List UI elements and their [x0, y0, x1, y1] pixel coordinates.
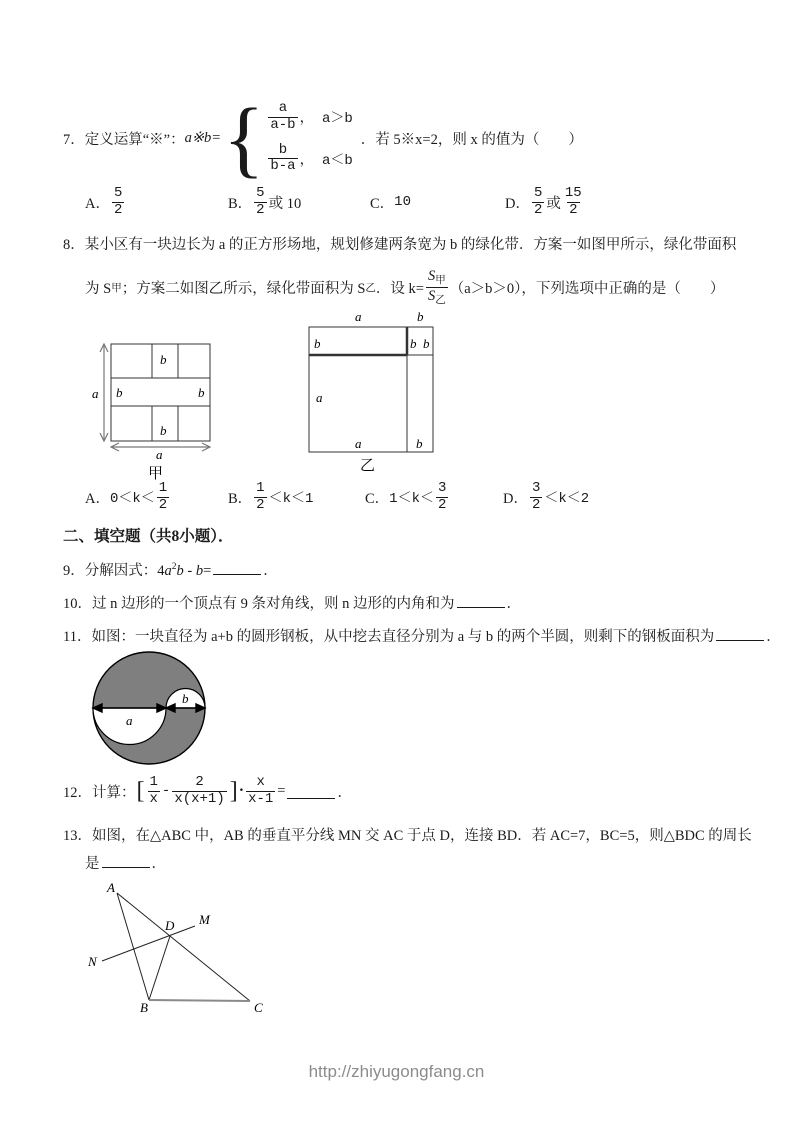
q8-line2-p3: ．设 k=: [375, 280, 424, 297]
q7-option-d-mid: 或: [546, 195, 561, 212]
triangle-label-n: N: [88, 954, 97, 969]
q8-line2-p1: 为 S: [85, 280, 112, 297]
q7-case-1-num: a: [278, 100, 288, 117]
q11-number: 11．: [63, 629, 92, 645]
figure-jia: [90, 334, 240, 482]
q7-case-2-fraction: [268, 143, 297, 175]
q9-exponent: 2: [171, 562, 177, 573]
q12-fraction-3: $\frac{x}{x-1}$: [248, 773, 274, 807]
q12-equals: =: [277, 782, 286, 799]
q7-option-b-tail: 或 10: [268, 195, 302, 212]
q11-text: 如图：一块直径为 a+b 的圆形钢板，从中挖去直径分别为 a 与 b 的两个半圆，则剩下的钢板面积为: [91, 629, 715, 645]
q7-brace: {: [223, 90, 265, 186]
q8-option-b-label: B．: [228, 490, 253, 507]
q7-option-a: [85, 183, 126, 221]
yi-label-b-corner-2: b: [423, 336, 430, 351]
triangle-line-bc: [149, 1000, 250, 1001]
q12-fraction-2: $\frac{2}{x(x+1)}$: [174, 773, 225, 807]
q7-option-b-fraction: $\frac{5}{2}$: [256, 184, 265, 218]
q7-case-2-cond: ， a＜b: [299, 152, 353, 169]
q12-multiply-dot: ·: [238, 782, 245, 799]
footer-url: http://zhiyugongfang.cn: [308, 1062, 485, 1081]
q7-case-2-den: b-a: [270, 158, 296, 175]
q7-option-c-text: 10: [394, 194, 411, 210]
section-2-heading: 二、填空题（共8小题）．: [63, 528, 234, 545]
q7-option-c-label: C．: [370, 195, 395, 212]
q7-option-a-label: A．: [85, 195, 110, 212]
q13-line1-text: 如图，在△ABC 中，AB 的垂直平分线 MN 交 AC 于点 D，连接 BD．若 AC=7，BC=5，则△BDC 的周长: [92, 828, 752, 844]
q9-answer-blank: [213, 559, 261, 575]
q8-option-c-label: C．: [365, 490, 390, 507]
jia-label-a-side: a: [92, 386, 99, 401]
yi-label-b-corner-1: b: [410, 336, 417, 351]
triangle-label-c: C: [254, 1000, 263, 1015]
q7-case-1-den: a-b: [270, 116, 296, 133]
q7-option-d: [505, 183, 586, 221]
q7-case-1: [266, 101, 352, 133]
q9-lead: 分解因式：: [84, 563, 158, 579]
q8-option-d-fraction: $\frac{3}{2}$: [531, 479, 541, 513]
q13-number: 13．: [63, 828, 92, 844]
question-9: 9．分解因式：$4a^2b - b=$ ．: [63, 559, 278, 580]
jia-label-b-bottom: b: [160, 423, 167, 438]
jia-label-b-right: b: [198, 385, 205, 400]
triangle-label-a: A: [107, 881, 115, 895]
q7-lhs: a※b=: [184, 129, 222, 146]
q7-option-d-fraction-1: $\frac{5}{2}$: [533, 184, 543, 218]
q12-answer-blank: [287, 783, 335, 799]
q8-s-fraction: $\frac{S_甲}{S_乙}$: [427, 267, 446, 306]
q8-option-d-label: D．: [503, 490, 528, 507]
jia-caption: 甲: [148, 466, 164, 482]
q7-option-b-label: B．: [228, 195, 253, 212]
q7-cases: [266, 101, 352, 175]
q7-tail-text: ．若 5※x=2，则 x 的值为（ ）: [360, 131, 583, 148]
jia-label-b-top: b: [160, 352, 167, 367]
q8-option-b: B． $\frac{1}{2}$ ＜k＜1: [228, 479, 314, 513]
triangle-label-b: B: [140, 1000, 148, 1015]
q8-option-c: C． 1＜k＜ $\frac{3}{2}$: [365, 479, 447, 513]
q13-line2-text: 是: [85, 856, 100, 872]
circle-label-b: b: [182, 691, 189, 706]
q8-option-d: D． $\frac{3}{2}$ ＜k＜2: [503, 479, 590, 513]
q8-sub-jia: 甲: [111, 282, 122, 294]
q7-case-2: [266, 143, 352, 175]
q7-option-a-fraction: $\frac{5}{2}$: [113, 184, 123, 218]
q8-sub-yi: 乙: [365, 282, 376, 294]
triangle-label-m: M: [199, 912, 210, 927]
q8-option-a-label: A．: [85, 490, 110, 507]
figure-circle-plate: [90, 647, 212, 771]
q8-option-a: A． 0＜k＜ $\frac{1}{2}$: [85, 479, 168, 513]
q13-line2: 是 ．: [85, 852, 166, 873]
jia-label-a-bottom: a: [156, 447, 163, 462]
q12-lead: 计算：: [92, 784, 136, 801]
q7-option-d-label: D．: [505, 195, 530, 212]
q8-line2-p2: ；方案二如图乙所示，绿化带面积为 S: [121, 280, 366, 297]
q10-text: 过 n 边形的一个顶点有 9 条对角线，则 n 边形的内角和为: [92, 596, 455, 612]
q12-fraction-1: $\frac{1}{x}$: [149, 773, 158, 807]
q7-option-b: [228, 183, 301, 221]
q12-right-bracket: ]: [229, 778, 238, 804]
figure-triangle: [85, 881, 277, 1019]
q10-number: 10．: [63, 596, 92, 612]
q8-line1-text: 某小区有一块边长为 a 的正方形场地，规划修建两条宽为 b 的绿化带．方案一如图甲所示，绿化带面积: [84, 237, 737, 253]
q7-case-1-cond: ， a＞b: [299, 111, 353, 128]
q7-lead-text: 定义运算“※”：: [84, 131, 185, 148]
q7-case-2-num: b: [278, 141, 288, 158]
q13-answer-blank: [102, 852, 150, 868]
yi-label-a-top: a: [355, 309, 362, 324]
yi-label-b-col: b: [416, 436, 423, 451]
q12-left-bracket: [: [136, 778, 145, 804]
q8-line2-p4: （a＞b＞0），下列选项中正确的是（ ）: [449, 280, 725, 297]
yi-label-b-strip: b: [314, 336, 321, 351]
q12-minus: -: [161, 783, 171, 799]
q11-answer-blank: [716, 625, 764, 641]
yi-label-a-bottom: a: [355, 436, 362, 451]
yi-caption: 乙: [360, 458, 376, 474]
question-7: [63, 92, 583, 184]
q7-option-d-fraction-2: $\frac{15}{2}$: [564, 184, 582, 218]
triangle-lines: [102, 893, 250, 1001]
yi-label-a-mid: a: [316, 390, 323, 405]
q7-case-1-fraction: [268, 101, 297, 133]
q8-option-b-fraction: $\frac{1}{2}$: [256, 479, 265, 513]
q8-option-c-fraction: $\frac{3}{2}$: [437, 479, 447, 513]
question-10: 10．过 n 边形的一个顶点有 9 条对角线，则 n 边形的内角和为 ．: [63, 592, 521, 613]
jia-label-b-left: b: [116, 385, 123, 400]
q8-option-a-fraction: $\frac{1}{2}$: [158, 479, 168, 513]
q7-number: 7．: [63, 131, 85, 148]
circle-label-a: a: [126, 713, 133, 728]
q12-number: 12．: [63, 784, 92, 801]
question-11: 11．如图：一块直径为 a+b 的圆形钢板，从中挖去直径分别为 a 与 b 的两个半圆，则剩下的钢板面积为 ．: [63, 625, 781, 646]
question-12: 12． 计算： [ $\frac{1}{x}$ - $\frac{2}{x(x+1)}$ ] · $\frac{x}{x-1}$ = ．: [63, 773, 352, 807]
q8-line2: [85, 263, 724, 311]
yi-label-b-top: b: [417, 309, 424, 324]
q8-line1: [63, 233, 736, 254]
figure-yi: [298, 308, 448, 474]
q10-answer-blank: [457, 592, 505, 608]
q7-option-c: [370, 183, 411, 221]
q9-number: 9．: [63, 563, 85, 579]
question-13: [63, 824, 752, 845]
triangle-label-d: D: [165, 918, 175, 933]
q8-number: 8．: [63, 237, 85, 253]
